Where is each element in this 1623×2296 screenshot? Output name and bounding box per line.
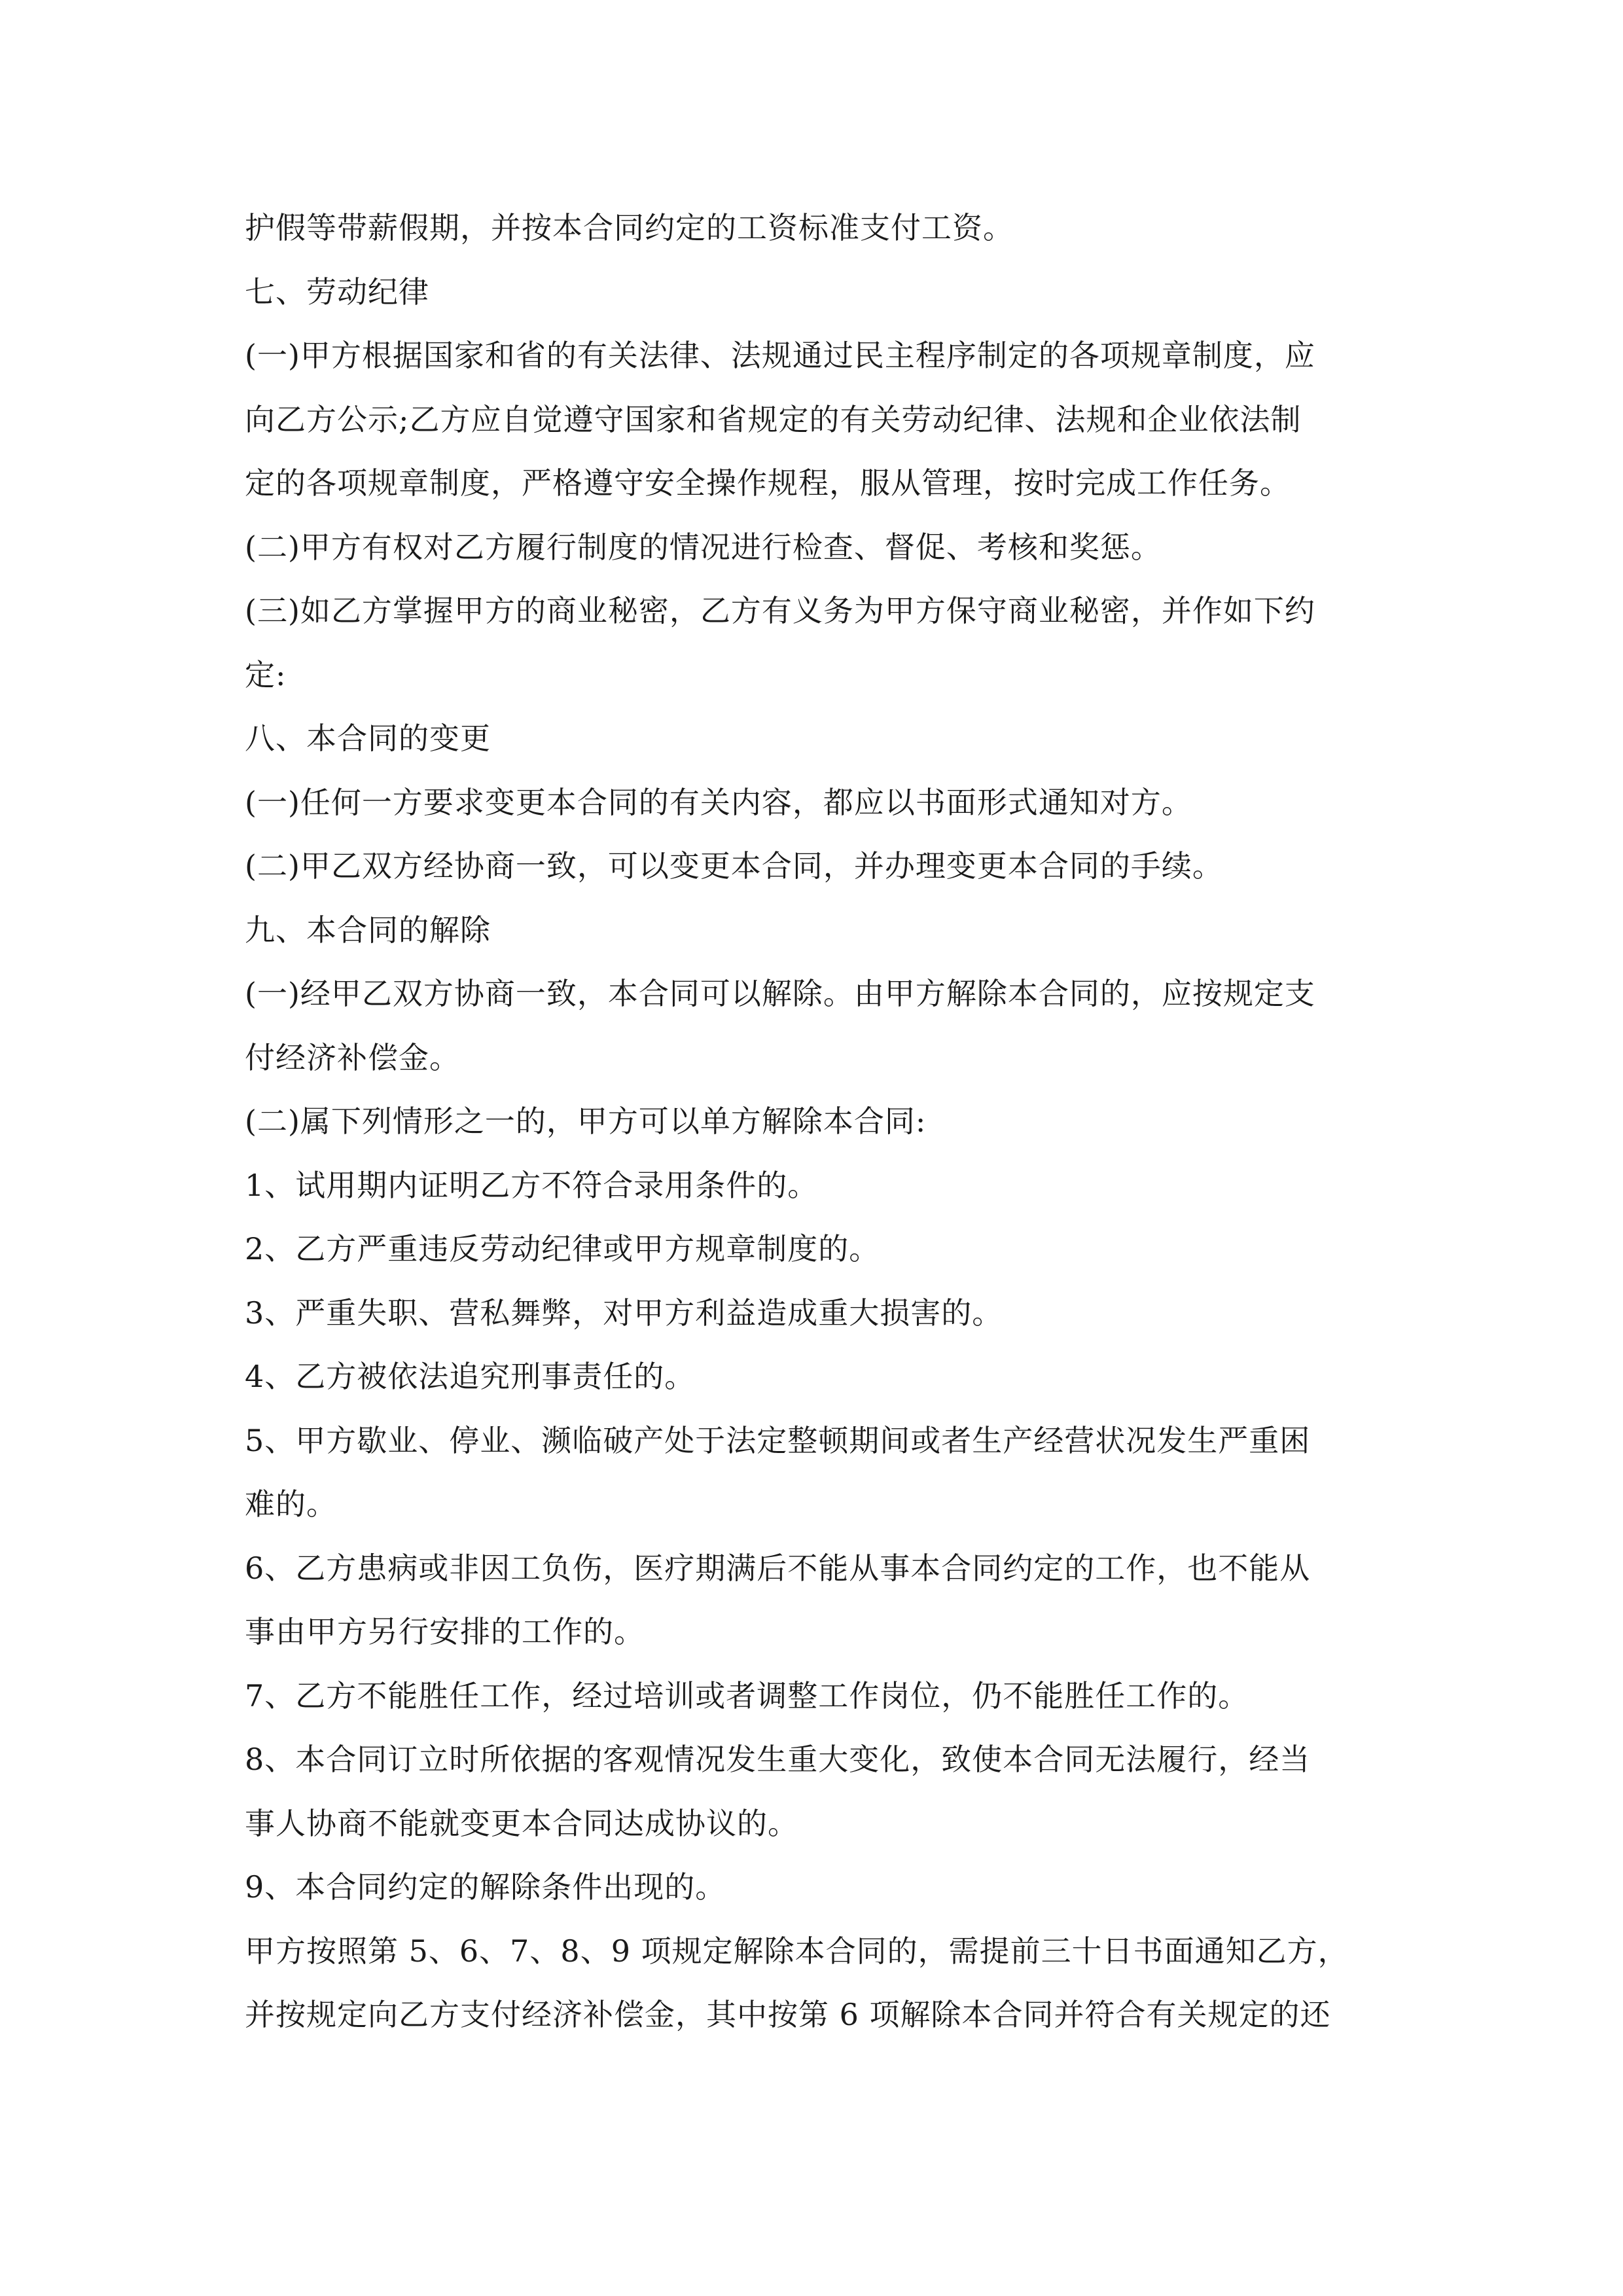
text-line: (三)如乙方掌握甲方的商业秘密，乙方有义务为甲方保守商业秘密，并作如下约 <box>245 593 1315 628</box>
text-line: (一)甲方根据国家和省的有关法律、法规通过民主程序制定的各项规章制度，应 <box>245 338 1315 373</box>
document-body <box>245 196 1390 2047</box>
list-item: 事由甲方另行安排的工作的。 <box>245 1614 645 1649</box>
section-heading: 九、本合同的解除 <box>245 912 491 948</box>
list-item: 1、试用期内证明乙方不符合录用条件的。 <box>245 1167 819 1203</box>
list-item: 3、严重失职、营私舞弊，对甲方利益造成重大损害的。 <box>245 1295 1003 1331</box>
text-line: (一)任何一方要求变更本合同的有关内容，都应以书面形式通知对方。 <box>245 784 1192 820</box>
text-line: (一)经甲乙双方协商一致，本合同可以解除。由甲方解除本合同的，应按规定支 <box>245 976 1315 1011</box>
list-item: 6、乙方患病或非因工负伤，医疗期满后不能从事本合同约定的工作，也不能从 <box>245 1550 1311 1586</box>
list-item: 2、乙方严重违反劳动纪律或甲方规章制度的。 <box>245 1231 880 1266</box>
list-item: 难的。 <box>245 1486 337 1522</box>
section-heading: 七、劳动纪律 <box>245 274 429 310</box>
text-line: (二)属下列情形之一的，甲方可以单方解除本合同: <box>245 1103 927 1139</box>
list-item: 事人协商不能就变更本合同达成协议的。 <box>245 1805 798 1841</box>
list-item: 8、本合同订立时所依据的客观情况发生重大变化，致使本合同无法履行，经当 <box>245 1742 1311 1777</box>
text-line: 向乙方公示;乙方应自觉遵守国家和省规定的有关劳动纪律、法规和企业依法制 <box>245 401 1302 437</box>
section-heading: 八、本合同的变更 <box>245 721 491 756</box>
list-item: 9、本合同约定的解除条件出现的。 <box>245 1869 726 1905</box>
list-item: 7、乙方不能胜任工作，经过培训或者调整工作岗位，仍不能胜任工作的。 <box>245 1677 1249 1713</box>
text-line: 甲方按照第 5、6、7、8、9 项规定解除本合同的，需提前三十日书面通知乙方， <box>245 1933 1349 1969</box>
list-item: 5、甲方歇业、停业、濒临破产处于法定整顿期间或者生产经营状况发生严重困 <box>245 1422 1311 1458</box>
text-line: (二)甲乙双方经协商一致，可以变更本合同，并办理变更本合同的手续。 <box>245 848 1223 884</box>
text-line: 付经济补偿金。 <box>245 1039 460 1075</box>
text-line: 定: <box>245 656 287 692</box>
text-line: 定的各项规章制度，严格遵守安全操作规程，服从管理，按时完成工作任务。 <box>245 465 1291 501</box>
list-item: 4、乙方被依法追究刑事责任的。 <box>245 1359 696 1394</box>
text-line: (二)甲方有权对乙方履行制度的情况进行检查、督促、考核和奖惩。 <box>245 529 1162 565</box>
text-line: 并按规定向乙方支付经济补偿金，其中按第 6 项解除本合同并符合有关规定的还 <box>245 1997 1331 2032</box>
text-line: 护假等带薪假期，并按本合同约定的工资标准支付工资。 <box>245 210 1014 245</box>
